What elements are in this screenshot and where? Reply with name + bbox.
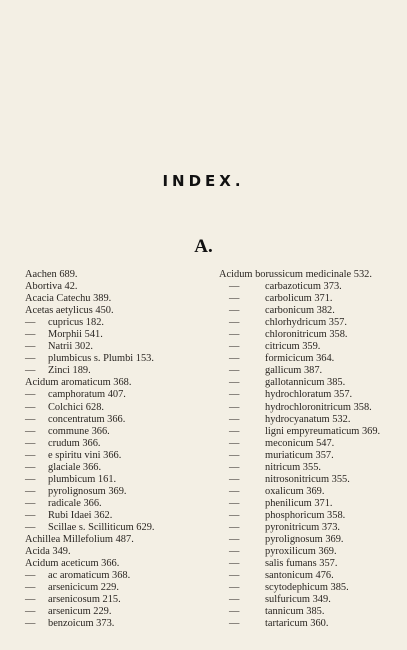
index-subentry: — camphoratum 407. bbox=[25, 389, 210, 401]
index-subentry: — arsenicosum 215. bbox=[25, 594, 210, 606]
index-subentry: — formicicum 364. bbox=[219, 353, 404, 365]
index-subentry: — hydrochloratum 357. bbox=[219, 389, 404, 401]
index-subentry: — salis fumans 357. bbox=[219, 558, 404, 570]
index-subentry: — meconicum 547. bbox=[219, 438, 404, 450]
index-subentry: — commune 366. bbox=[25, 426, 210, 438]
index-subentry: — cupricus 182. bbox=[25, 317, 210, 329]
index-entry: Acida 349. bbox=[25, 546, 71, 558]
index-subentry: — plumbicum 161. bbox=[25, 474, 210, 486]
index-subentry: — chlorhydricum 357. bbox=[219, 317, 404, 329]
index-subentry: — santonicum 476. bbox=[219, 570, 404, 582]
index-entry: Acacia Catechu 389. bbox=[25, 293, 112, 305]
index-subentry: — arsenicum 229. bbox=[25, 606, 210, 618]
index-subentry: — crudum 366. bbox=[25, 438, 210, 450]
page-title: INDEX. bbox=[162, 172, 245, 190]
index-subentry: — hydrocyanatum 532. bbox=[219, 414, 404, 426]
index-subentry: — radicale 366. bbox=[25, 498, 210, 510]
index-subentry: — Scillae s. Scilliticum 629. bbox=[25, 522, 210, 534]
index-subentry: — pyrolignosum 369. bbox=[219, 534, 404, 546]
index-subentry: — Zinci 189. bbox=[25, 365, 210, 377]
index-subentry: — Morphii 541. bbox=[25, 329, 210, 341]
index-entry: Acidum aromaticum 368. bbox=[25, 377, 132, 389]
index-entry: Abortiva 42. bbox=[25, 281, 78, 293]
left-column bbox=[25, 269, 210, 630]
index-entry: Aachen 689. bbox=[25, 269, 78, 280]
index-subentry: — nitrosonitricum 355. bbox=[219, 474, 404, 486]
index-subentry: — carbonicum 382. bbox=[219, 305, 404, 317]
index-subentry: — Rubi Idaei 362. bbox=[25, 510, 210, 522]
index-subentry: — muriaticum 357. bbox=[219, 450, 404, 462]
index-subentry: — sulfuricum 349. bbox=[219, 594, 404, 606]
index-subentry: — citricum 359. bbox=[219, 341, 404, 353]
index-subentry: — chloronitricum 358. bbox=[219, 329, 404, 341]
index-subentry: — scytodephicum 385. bbox=[219, 582, 404, 594]
index-subentry: — ac aromaticum 368. bbox=[25, 570, 210, 582]
index-subentry: — tartaricum 360. bbox=[219, 618, 404, 630]
index-subentry: — carbolicum 371. bbox=[219, 293, 404, 305]
index-subentry: — arsenicicum 229. bbox=[25, 582, 210, 594]
index-subentry: — plumbicus s. Plumbi 153. bbox=[25, 353, 210, 365]
index-subentry: — ligni empyreumaticum 369. bbox=[219, 426, 404, 438]
index-subentry: — pyrolignosum 369. bbox=[25, 486, 210, 498]
index-subentry: — hydrochloronitricum 358. bbox=[219, 402, 404, 414]
index-subentry: — nitricum 355. bbox=[219, 462, 404, 474]
index-subentry: — Colchici 628. bbox=[25, 402, 210, 414]
index-subentry: — Natrii 302. bbox=[25, 341, 210, 353]
index-subentry: — carbazoticum 373. bbox=[219, 281, 404, 293]
index-subentry: — benzoicum 373. bbox=[25, 618, 210, 630]
index-subentry: — phenilicum 371. bbox=[219, 498, 404, 510]
index-subentry: — e spiritu vini 366. bbox=[25, 450, 210, 462]
index-subentry: — pyroxilicum 369. bbox=[219, 546, 404, 558]
index-subentry: — concentratum 366. bbox=[25, 414, 210, 426]
right-column bbox=[219, 269, 404, 630]
index-subentry: — tannicum 385. bbox=[219, 606, 404, 618]
index-entry: Acidum aceticum 366. bbox=[25, 558, 120, 570]
index-entry: Acidum borussicum medicinale 532. bbox=[219, 269, 372, 280]
index-subentry: — gallicum 387. bbox=[219, 365, 404, 377]
index-entry: Achillea Millefolium 487. bbox=[25, 534, 134, 546]
index-subentry: — oxalicum 369. bbox=[219, 486, 404, 498]
index-subentry: — glaciale 366. bbox=[25, 462, 210, 474]
index-subentry: — gallotannicum 385. bbox=[219, 377, 404, 389]
index-subentry: — pyronitricum 373. bbox=[219, 522, 404, 534]
index-subentry: — phosphoricum 358. bbox=[219, 510, 404, 522]
section-letter: A. bbox=[194, 236, 213, 257]
index-entry: Acetas aetylicus 450. bbox=[25, 305, 114, 317]
